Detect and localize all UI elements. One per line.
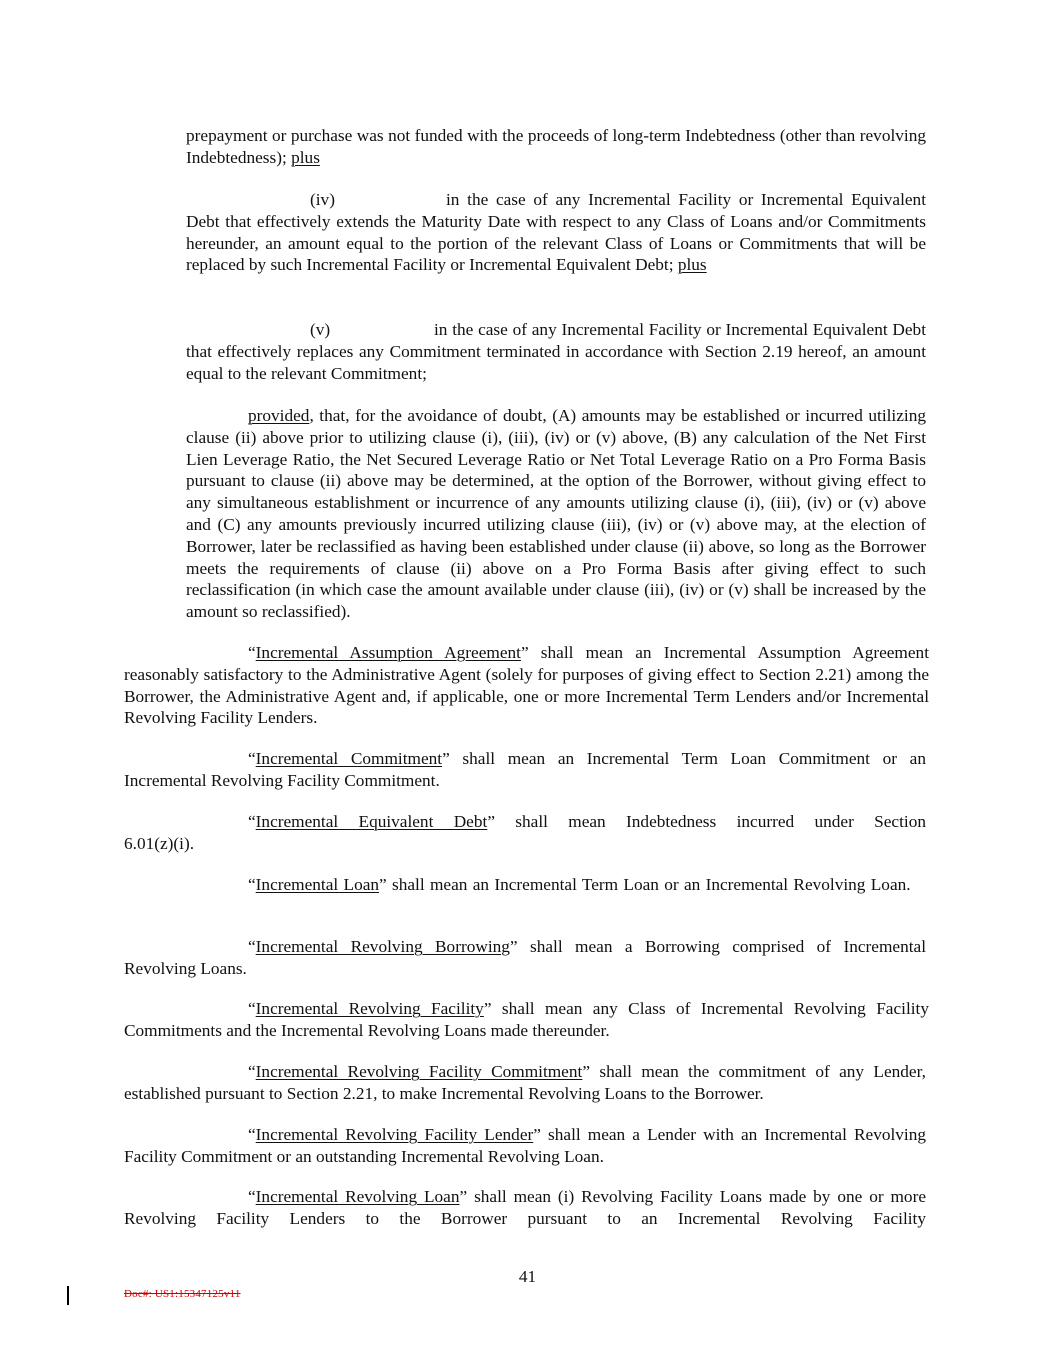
open-quote: “ [248,749,256,768]
open-quote: “ [248,1187,256,1206]
definition-text: ” shall mean (i) Revolving Facility Loans made by one or more Revolving Facility Lenders to the Borrower pursuant to an Incremental Revolving Facility [124,1187,926,1228]
open-quote: “ [248,1062,256,1081]
paragraph-text: prepayment or purchase was not funded with the proceeds of long-term Indebtedness (other than revolving Indebtedness); [186,126,926,167]
defined-term: Incremental Revolving Loan [255,1187,460,1206]
change-bar [67,1286,69,1305]
definition-text: ” shall mean a Lender with an Incremental Revolving Facility Commitment or an outstanding Incremental Revolving Loan. [124,1125,926,1166]
definition-text: ” shall mean any Class of Incremental Revolving Facility Commitments and the Incremental Revolving Loans made thereunder. [124,999,929,1040]
defined-term: Incremental Commitment [255,749,443,768]
proviso-paragraph [186,405,926,623]
open-quote: “ [248,999,256,1018]
definition-incremental-revolving-borrowing [124,936,926,980]
open-quote: “ [248,875,256,894]
definition-incremental-equivalent-debt [124,811,926,855]
clause-number: (v) [310,320,331,339]
defined-term: Incremental Revolving Facility Lender [255,1125,534,1144]
definition-text: ” shall mean the commitment of any Lender, established pursuant to Section 2.21, to make Incremental Revolving Loans to the Borrower. [124,1062,926,1103]
definition-text: ” shall mean a Borrowing comprised of Incremental Revolving Loans. [124,937,926,978]
definition-incremental-revolving-facility [124,998,929,1042]
open-quote: “ [248,812,256,831]
open-quote: “ [248,643,256,662]
open-quote: “ [248,937,256,956]
clause-iv [186,189,926,276]
definition-text: ” shall mean an Incremental Term Loan or an Incremental Revolving Loan. [379,875,911,894]
paragraph-prepayment [186,125,926,169]
defined-term: Incremental Revolving Facility [255,999,484,1018]
defined-term: Incremental Revolving Borrowing [255,937,510,956]
definition-incremental-commitment [124,748,926,792]
clause-text: in the case of any Incremental Facility or Incremental Equivalent Debt that effectively extends the Maturity Date with respect to any Class of Loans and/or Commitments hereunder, an amount equal to the portion of the relevant Class of Loans or Commitments that will be replaced by such Incremental Facility or Incremental Equivalent Debt; [186,190,926,275]
defined-term: Incremental Assumption Agreement [255,643,521,662]
proviso-text: , that, for the avoidance of doubt, (A) amounts may be established or incurred utilizing clause (ii) above prior to utilizing clause (i), (iii), (iv) or (v) above, (B) any calculation of the Net First Lien Leverage Ratio, the Net Secured Leverage Ratio or Net Total Leverage Ratio on a Pro Forma Basis pursuant to clause (ii) above may be determined, at the option of the Borrower, without giving effect to any simultaneous establishment or incurrence of any amounts utilizing clause (i), (iii), (iv) or (v) above and (C) any amounts previously incurred utilizing clause (iii), (iv) or (v) above may, at the election of Borrower, later be reclassified as having been established under clause (ii) above, so long as the Borrower meets the requirements of clause (ii) above on a Pro Forma Basis after giving effect to such reclassification (in which case the amount available under clause (iii), (iv) or (v) shall be increased by the amount so reclassified). [186,406,926,622]
defined-term: Incremental Equivalent Debt [255,812,488,831]
document-id: Doc#: US1:15347125v11 [124,1288,241,1300]
open-quote: “ [248,1125,256,1144]
definition-text: ” shall mean an Incremental Term Loan Commitment or an Incremental Revolving Facility Commitment. [124,749,926,790]
plus-term: plus [677,255,707,275]
page-number: 41 [518,1267,537,1286]
clause-text: in the case of any Incremental Facility or Incremental Equivalent Debt that effectively replaces any Commitment terminated in accordance with Section 2.19 hereof, an amount equal to the relevant Commitment; [186,320,926,383]
definition-text: ” shall mean an Incremental Assumption Agreement reasonably satisfactory to the Administrative Agent (solely for purposes of giving effect to Section 2.21) among the Borrower, the Administrative Agent and, if applicable, one or more Incremental Term Lenders and/or Incremental Revolving Facility Lenders. [124,643,929,728]
definition-text: ” shall mean Indebtedness incurred under Section 6.01(z)(i). [124,812,926,853]
definition-incremental-revolving-facility-lender [124,1124,926,1168]
defined-term: Incremental Loan [255,875,380,894]
definition-incremental-loan [124,874,926,896]
definition-incremental-revolving-loan [124,1186,926,1230]
plus-term: plus [291,147,320,167]
definition-incremental-revolving-facility-commitment [124,1061,926,1105]
definition-incremental-assumption-agreement [124,642,929,729]
defined-term: Incremental Revolving Facility Commitment [255,1062,583,1081]
clause-v [186,319,926,384]
clause-number: (iv) [310,190,335,209]
provided-term: provided [248,406,310,425]
